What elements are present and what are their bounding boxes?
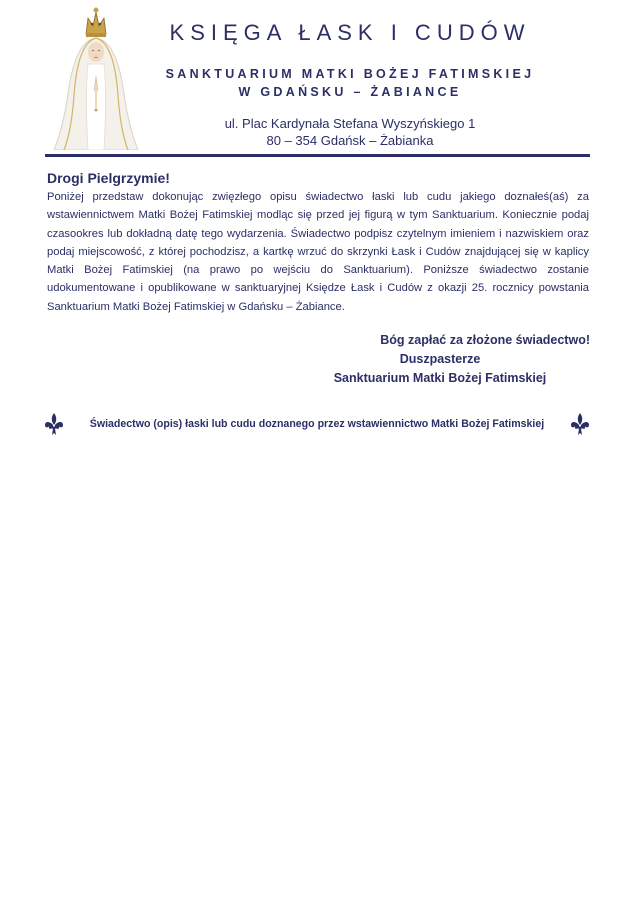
thanks-signature	[290, 331, 590, 388]
signature-sanctuary: Sanktuarium Matki Bożej Fatimskiej	[333, 371, 547, 385]
book-title: KSIĘGA ŁASK I CUDÓW	[169, 20, 531, 45]
greeting: Drogi Pielgrzymie!	[47, 170, 170, 186]
testimony-heading	[44, 411, 590, 437]
address	[170, 115, 530, 149]
sanctuary-name	[150, 65, 550, 101]
instructions-paragraph: Poniżej przedstaw dokonując zwięzłego opisu świadectwo łaski lub cudu jakiego doznałeś(aś) za wstawiennictwem Matki Bożej Fatimskiej modląc się przed jej figurą w tym Sanktuarium. Koniecznie podaj czasookres lub dokładną datę tego wydarzenia. Świadectwo podpisz czytelnym imieniem i nazwiskiem oraz podaj miejscowość, z której pochodzisz, a kartkę wrzuć do skrzynki Łask i Cudów znajdującej się w kaplicy Matki Bożej Fatimskiej (na prawo po wejściu do Sanktuarium). Poniższe świadectwo zostanie udokumentowane i opublikowane w sanktuaryjnej Księdze Łask i Cudów z okazji 25. rocznicy powstania Sanktuarium Matki Bożej Fatimskiej w Gdańsku – Żabiance.	[47, 191, 589, 313]
address-street: ul. Plac Kardynała Stefana Wyszyńskiego 1	[224, 116, 476, 131]
thanks-line: Bóg zapłać za złożone świadectwo!	[380, 333, 590, 347]
sanctuary-name-line1: SANKTUARIUM MATKI BOŻEJ FATIMSKIEJ	[165, 67, 535, 81]
sanctuary-name-line2: W GDAŃSKU – ŻABIANCE	[238, 85, 462, 99]
header-divider	[45, 154, 590, 157]
fleur-de-lis-icon	[570, 412, 590, 436]
testimony-label: Świadectwo (opis) łaski lub cudu doznanego przez wstawiennictwo Matki Bożej Fatimskiej	[89, 418, 545, 430]
address-city: 80 – 354 Gdańsk – Żabianka	[266, 133, 434, 148]
signature-pastors: Duszpasterze	[399, 352, 481, 366]
fleur-de-lis-icon	[44, 412, 64, 436]
our-lady-of-fatima-statue-icon	[50, 4, 142, 150]
